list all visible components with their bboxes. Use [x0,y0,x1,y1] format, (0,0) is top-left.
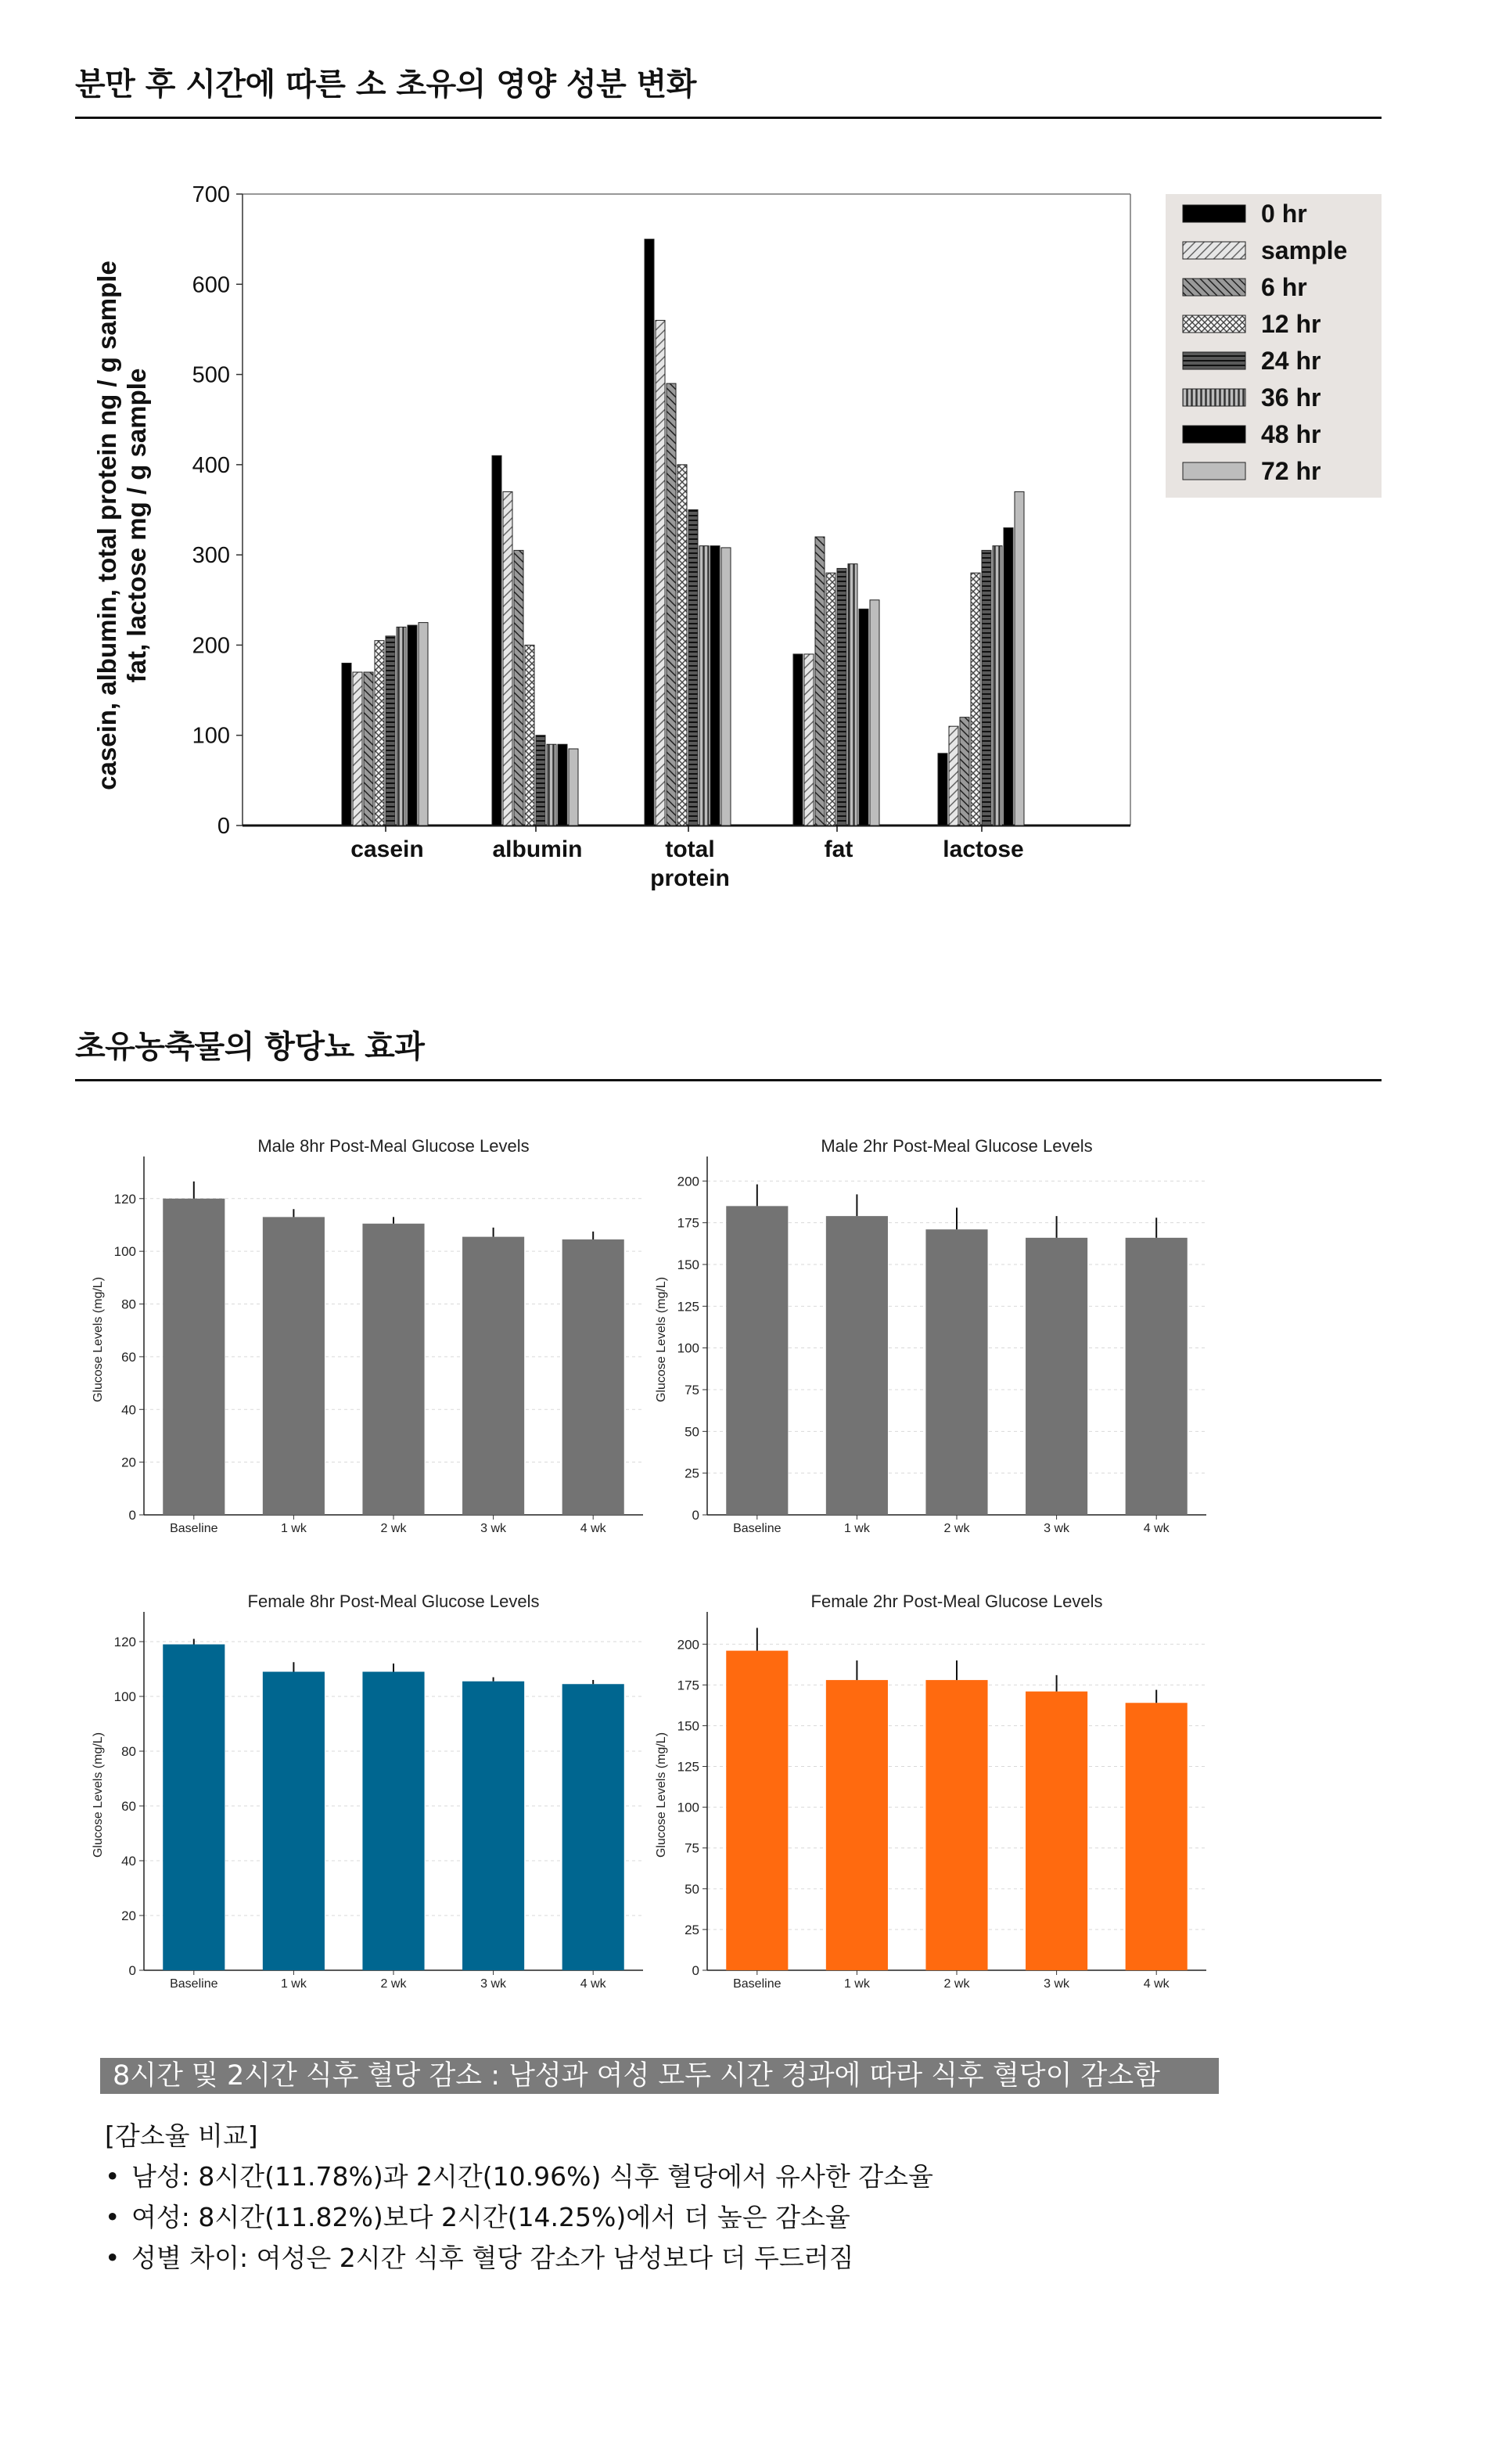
bar [408,625,417,826]
bar [525,645,534,826]
y-tick-label: 100 [192,723,230,749]
female-2hr-glucose-chart [641,1582,1220,2005]
bar [342,663,351,826]
bar [558,744,567,826]
y-tick-label: 0 [692,1963,699,1978]
legend-swatch [1183,389,1245,406]
x-tick-label: Baseline [170,1977,218,1991]
y-tick-label: 175 [677,1215,699,1231]
bar [793,654,803,826]
bar [837,568,846,826]
bar [163,1645,225,1971]
bar [826,573,835,826]
y-tick-label: 75 [685,1840,699,1856]
legend-label: 0 hr [1261,200,1307,228]
bar [815,537,825,826]
bar [562,1239,624,1515]
list-item: • 남성: 8시간(11.78%)과 2시간(10.96%) 식후 혈당에서 유사한 감소율 [131,2156,933,2197]
x-tick-label: 2 wk [380,1522,407,1535]
bar [925,1229,987,1515]
y-tick-label: 400 [192,452,230,478]
bar [492,455,501,826]
y-tick-label: 100 [677,1340,699,1356]
y-tick-label: 80 [121,1744,136,1759]
x-tick-label: lactose [943,836,1024,862]
y-tick-label: 150 [677,1257,699,1272]
x-tick-label: fat [824,836,853,862]
bar [1026,1692,1087,1970]
bar [949,726,958,826]
legend-label: 12 hr [1261,310,1321,338]
reduction-comparison [105,2116,933,2279]
legend-swatch [1183,242,1245,259]
y-tick-label: 120 [113,1635,136,1649]
bar [1026,1238,1087,1515]
bar [569,749,578,826]
x-tick-label: 4 wk [1143,1522,1170,1535]
bar [163,1199,225,1515]
y-tick-label: 80 [121,1297,136,1312]
x-tick-label: 4 wk [580,1522,606,1535]
legend-label: 6 hr [1261,273,1307,301]
y-tick-label: 100 [113,1689,136,1704]
section1-title: 분만 후 시간에 따른 소 초유의 영양 성분 변화 [75,59,1382,119]
bar [826,1216,888,1515]
y-tick-label: 150 [677,1718,699,1734]
x-tick-label: 3 wk [1044,1977,1070,1991]
bar [993,546,1002,826]
bar [721,548,731,826]
x-tick-label: 4 wk [1143,1977,1170,1991]
bar [870,600,879,826]
bar [263,1217,325,1515]
x-tick-label: 3 wk [480,1522,507,1535]
x-tick-label: 2 wk [943,1522,970,1535]
bar [536,736,545,826]
y-tick-label: 50 [685,1424,699,1440]
x-tick-label: casein [350,836,424,862]
notes-list [105,2156,933,2279]
legend-swatch [1183,315,1245,333]
y-tick-label: 200 [677,1174,699,1189]
y-tick-label: 200 [192,633,230,659]
x-tick-label: 1 wk [280,1522,307,1535]
x-tick-label: 3 wk [480,1977,507,1991]
legend-label: sample [1261,236,1348,264]
y-tick-label: 25 [685,1466,699,1481]
male-2hr-glucose-chart [641,1127,1220,1549]
bar [645,239,654,826]
section2-title: 초유농축물의 항당뇨 효과 [75,1022,1382,1081]
colostrum-composition-chart [78,172,1392,923]
x-tick-label: 1 wk [843,1522,870,1535]
chart-title: Male 8hr Post-Meal Glucose Levels [257,1136,530,1156]
y-tick-label: 125 [677,1759,699,1775]
y-tick-label: 25 [685,1922,699,1937]
legend-swatch [1183,426,1245,443]
male-8hr-glucose-chart [78,1127,657,1549]
bar [656,320,665,826]
bar [364,672,373,826]
legend-swatch [1183,205,1245,222]
legend [1166,194,1382,498]
bar [562,1684,624,1970]
chart-title: Female 2hr Post-Meal Glucose Levels [810,1592,1103,1611]
y-tick-label: 75 [685,1383,699,1397]
y-tick-label: 700 [192,182,230,207]
bar [1015,491,1024,826]
bar [925,1680,987,1970]
chart-title: Female 8hr Post-Meal Glucose Levels [247,1592,540,1611]
legend-swatch [1183,462,1245,480]
x-tick-label: 4 wk [580,1977,606,1991]
y-tick-label: 40 [121,1854,136,1869]
legend-swatch [1183,352,1245,369]
legend-swatch [1183,279,1245,296]
y-tick-label: 20 [121,1908,136,1923]
bar [677,465,687,826]
y-axis-label: casein, albumin, total protein ng / g sample [92,261,121,790]
y-tick-label: 0 [692,1508,699,1523]
list-item: • 성별 차이: 여성은 2시간 식후 혈당 감소가 남성보다 더 두드러짐 [131,2238,933,2279]
bar [971,573,980,826]
y-tick-label: 20 [121,1455,136,1470]
y-axis-label: Glucose Levels (mg/L) [655,1276,668,1403]
bar [699,546,709,826]
bar [688,510,698,826]
bar [667,383,676,826]
y-tick-label: 200 [677,1637,699,1653]
x-tick-label: Baseline [170,1522,218,1535]
y-tick-label: 100 [113,1244,136,1260]
y-tick-label: 100 [677,1800,699,1815]
x-tick-label: albumin [492,836,583,862]
y-tick-label: 0 [128,1963,136,1978]
x-tick-label: 1 wk [280,1977,307,1991]
bar [397,627,406,826]
bar [503,491,512,826]
x-tick-label: Baseline [733,1977,782,1991]
bar [514,550,523,826]
y-axis-label: Glucose Levels (mg/L) [92,1276,105,1403]
bar [1004,528,1013,826]
bar [982,550,991,826]
y-axis-label: fat, lactose mg / g sample [122,368,151,683]
bar [726,1651,788,1970]
bar [362,1224,424,1515]
y-tick-label: 300 [192,543,230,569]
bar [710,546,720,826]
chart-title: Male 2hr Post-Meal Glucose Levels [821,1136,1093,1156]
y-tick-label: 0 [217,814,230,839]
bar [462,1682,524,1970]
legend-label: 72 hr [1261,457,1321,485]
bar [362,1672,424,1971]
bar [848,564,857,826]
legend-label: 36 hr [1261,383,1321,412]
bar [1126,1703,1188,1970]
y-tick-label: 50 [685,1881,699,1897]
y-axis-label: Glucose Levels (mg/L) [655,1732,668,1858]
bar [547,744,556,826]
bar [938,754,947,826]
y-tick-label: 500 [192,362,230,388]
x-tick-label: Baseline [733,1522,782,1535]
bar [960,718,969,826]
bar [353,672,362,826]
y-tick-label: 125 [677,1299,699,1315]
legend-label: 48 hr [1261,420,1321,448]
y-tick-label: 0 [128,1508,136,1523]
y-tick-label: 40 [121,1402,136,1418]
legend-label: 24 hr [1261,347,1321,375]
list-item: • 여성: 8시간(11.82%)보다 2시간(14.25%)에서 더 높은 감소율 [131,2197,933,2238]
bar [826,1680,888,1970]
x-tick-label: total [665,836,715,862]
bar [462,1237,524,1515]
x-tick-label: protein [650,865,730,891]
y-tick-label: 600 [192,272,230,298]
female-8hr-glucose-chart [78,1582,657,2005]
x-tick-label: 2 wk [380,1977,407,1991]
y-axis-label: Glucose Levels (mg/L) [92,1732,105,1858]
y-tick-label: 175 [677,1678,699,1693]
x-tick-label: 3 wk [1044,1522,1070,1535]
bar [726,1206,788,1515]
bar [859,609,868,826]
x-tick-label: 2 wk [943,1977,970,1991]
bar [1126,1238,1188,1515]
notes-heading: [감소율 비교] [105,2120,258,2151]
summary-headline: 8시간 및 2시간 식후 혈당 감소 : 남성과 여성 모두 시간 경과에 따라 식후 혈당이 감소함 [100,2058,1219,2094]
x-tick-label: 1 wk [843,1977,870,1991]
y-tick-label: 60 [121,1349,136,1365]
bar [386,636,395,826]
y-tick-label: 60 [121,1799,136,1814]
bar [375,641,384,826]
bar [804,654,814,826]
y-tick-label: 120 [113,1191,136,1207]
bar [419,623,428,826]
bar [263,1672,325,1971]
